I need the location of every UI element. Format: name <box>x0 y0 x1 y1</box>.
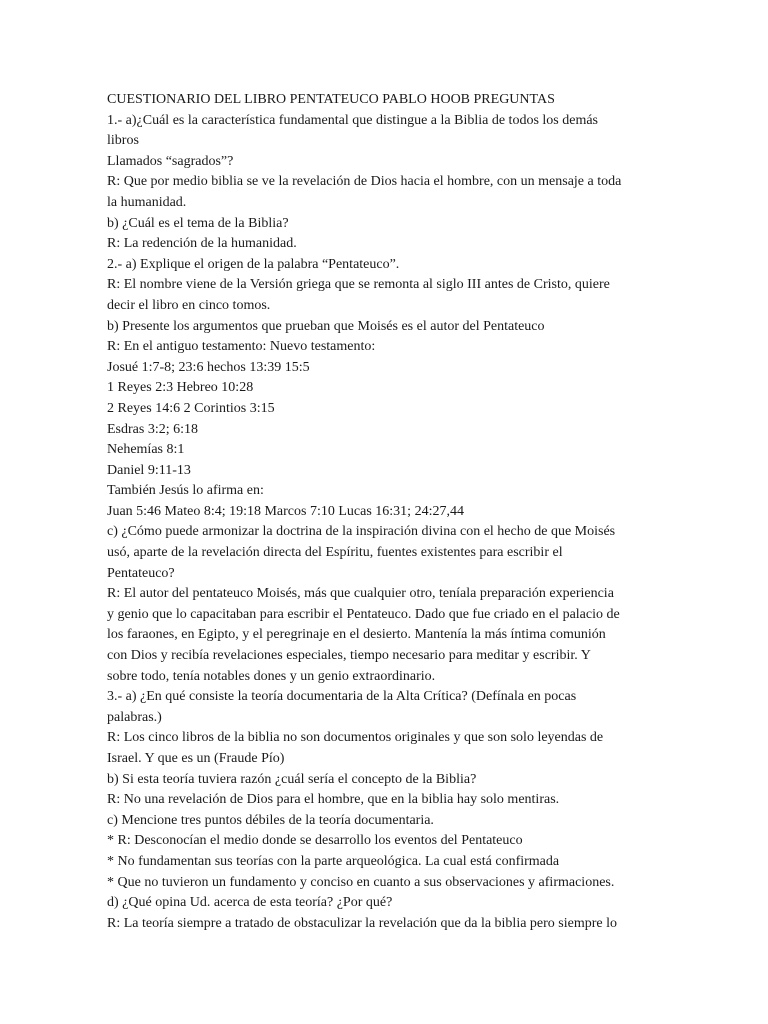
document-page <box>107 90 667 934</box>
text-line: * R: Desconocían el medio donde se desarrollo los eventos del Pentateuco <box>107 833 523 849</box>
text-line: Daniel 9:11-13 <box>107 462 191 478</box>
text-line: R: La teoría siempre a tratado de obstaculizar la revelación que da la biblia pero siempre lo <box>107 915 618 931</box>
text-line: Pentateuco? <box>107 565 175 581</box>
text-line: con Dios y recibía revelaciones especiales, tiempo necesario para meditar y escribir. Y <box>107 648 591 664</box>
text-line: usó, aparte de la revelación directa del Espíritu, fuentes existentes para escribir el <box>107 545 563 561</box>
text-line: y genio que lo capacitaban para escribir el Pentateuco. Dado que fue criado en el palacio de <box>107 606 620 622</box>
text-line: Juan 5:46 Mateo 8:4; 19:18 Marcos 7:10 Lucas 16:31; 24:27,44 <box>107 503 464 519</box>
text-line: los faraones, en Egipto, y el peregrinaje en el desierto. Mantenía la más íntima comunión <box>107 627 606 643</box>
text-line: palabras.) <box>107 709 162 725</box>
text-line: c) Mencione tres puntos débiles de la teoría documentaria. <box>107 812 434 828</box>
text-line: R: Que por medio biblia se ve la revelación de Dios hacia el hombre, con un mensaje a toda <box>107 174 622 190</box>
document-title: CUESTIONARIO DEL LIBRO PENTATEUCO PABLO HOOB PREGUNTAS <box>107 92 555 107</box>
text-line: R: En el antiguo testamento: Nuevo testamento: <box>107 339 376 355</box>
text-line: También Jesús lo afirma en: <box>107 483 264 499</box>
text-line: d) ¿Qué opina Ud. acerca de esta teoría? ¿Por qué? <box>107 895 393 911</box>
text-line: 1 Reyes 2:3 Hebreo 10:28 <box>107 380 254 396</box>
text-line: * Que no tuvieron un fundamento y conciso en cuanto a sus observaciones y afirmaciones. <box>107 874 615 890</box>
text-line: 2 Reyes 14:6 2 Corintios 3:15 <box>107 400 275 416</box>
text-line: R: El autor del pentateuco Moisés, más que cualquier otro, teníala preparación experiencia <box>107 586 614 602</box>
text-line: Llamados “sagrados”? <box>107 153 234 169</box>
text-line: 3.- a) ¿En qué consiste la teoría documentaria de la Alta Crítica? (Defínala en pocas <box>107 689 577 705</box>
text-line: 1.- a)¿Cuál es la característica fundamental que distingue a la Biblia de todos los demás <box>107 112 598 128</box>
text-line: b) ¿Cuál es el tema de la Biblia? <box>107 215 289 231</box>
text-line: b) Presente los argumentos que prueban que Moisés es el autor del Pentateuco <box>107 318 545 334</box>
text-line: libros <box>107 133 139 149</box>
text-line: 2.- a) Explique el origen de la palabra “Pentateuco”. <box>107 256 400 272</box>
text-line: sobre todo, tenía notables dones y un genio extraordinario. <box>107 668 436 684</box>
text-line: Nehemías 8:1 <box>107 442 185 458</box>
text-line: Josué 1:7-8; 23:6 hechos 13:39 15:5 <box>107 359 310 375</box>
text-line: Esdras 3:2; 6:18 <box>107 421 198 437</box>
text-line: b) Si esta teoría tuviera razón ¿cuál sería el concepto de la Biblia? <box>107 771 477 787</box>
text-line: la humanidad. <box>107 194 187 210</box>
text-line: R: No una revelación de Dios para el hombre, que en la biblia hay solo mentiras. <box>107 792 560 808</box>
text-line: R: Los cinco libros de la biblia no son documentos originales y que son solo leyendas de <box>107 730 604 746</box>
text-line: R: La redención de la humanidad. <box>107 236 297 252</box>
document-body <box>107 111 667 935</box>
text-line: Israel. Y que es un (Fraude Pío) <box>107 751 285 766</box>
text-line: decir el libro en cinco tomos. <box>107 297 271 313</box>
text-line: c) ¿Cómo puede armonizar la doctrina de la inspiración divina con el hecho de que Moisés <box>107 524 616 540</box>
text-line: R: El nombre viene de la Versión griega que se remonta al siglo III antes de Cristo, quiere <box>107 277 610 293</box>
text-line: * No fundamentan sus teorías con la parte arqueológica. La cual está confirmada <box>107 853 560 869</box>
